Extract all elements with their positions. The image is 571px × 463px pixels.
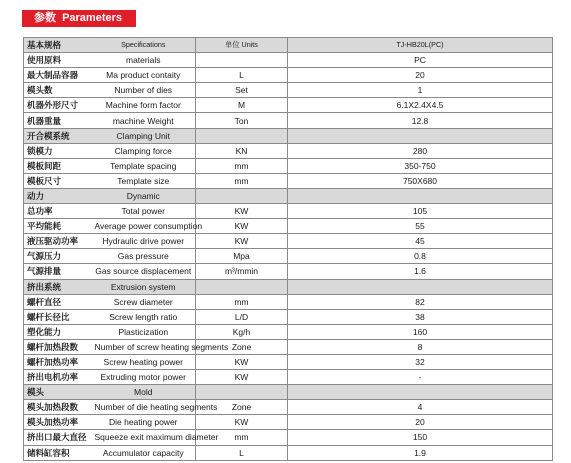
param-name-cn: 螺杆加热功率 — [24, 354, 92, 369]
param-value: - — [288, 370, 553, 385]
param-name-en: Squeeze exit maximum diameter — [92, 430, 196, 445]
section-unit-empty — [196, 188, 288, 203]
section-value-empty — [288, 279, 553, 294]
section-label-cn: 开合模系统 — [24, 128, 92, 143]
param-name-cn: 储料缸容积 — [24, 445, 92, 460]
param-name-en: Total power — [92, 204, 196, 219]
table-row — [24, 264, 553, 279]
table-row — [24, 234, 553, 249]
section-value-empty — [288, 385, 553, 400]
param-name-cn: 机器外形尺寸 — [24, 98, 92, 113]
table-row — [24, 204, 553, 219]
section-unit-empty — [196, 279, 288, 294]
param-name-en: Template size — [92, 173, 196, 188]
param-unit: Zone — [196, 400, 288, 415]
param-unit: KW — [196, 234, 288, 249]
table-row — [24, 415, 553, 430]
param-unit: mm — [196, 158, 288, 173]
param-name-en: Ma product contaity — [92, 68, 196, 83]
param-name-en: Accumulator capacity — [92, 445, 196, 460]
section-value-empty — [288, 188, 553, 203]
param-unit: L/D — [196, 309, 288, 324]
param-value: 750X680 — [288, 173, 553, 188]
section-row — [24, 279, 553, 294]
param-name-en: materials — [92, 53, 196, 68]
param-name-cn: 螺杆长径比 — [24, 309, 92, 324]
param-name-cn: 模头加热段数 — [24, 400, 92, 415]
table-row — [24, 249, 553, 264]
param-value: 105 — [288, 204, 553, 219]
table-row — [24, 53, 553, 68]
table-row — [24, 173, 553, 188]
param-name-en: Gas source displacement — [92, 264, 196, 279]
param-value: 6.1X2.4X4.5 — [288, 98, 553, 113]
param-name-cn: 模头加热功率 — [24, 415, 92, 430]
parameters-header — [22, 10, 136, 27]
param-unit: KN — [196, 143, 288, 158]
param-name-en: Machine form factor — [92, 98, 196, 113]
header-cell-unit: 单位 Units — [196, 38, 288, 53]
param-name-en: machine Weight — [92, 113, 196, 128]
table-row — [24, 158, 553, 173]
param-name-cn: 气源排量 — [24, 264, 92, 279]
param-name-en: Number of screw heating segments — [92, 339, 196, 354]
param-unit: KW — [196, 354, 288, 369]
param-name-en: Number of die heating segments — [92, 400, 196, 415]
param-value: 20 — [288, 68, 553, 83]
table-row — [24, 400, 553, 415]
section-unit-empty — [196, 385, 288, 400]
param-unit — [196, 53, 288, 68]
table-row — [24, 143, 553, 158]
param-name-cn: 挤出电机功率 — [24, 370, 92, 385]
table-row — [24, 98, 553, 113]
param-unit: Mpa — [196, 249, 288, 264]
table-header-row — [24, 38, 553, 53]
header-cell-cn: 基本规格 — [24, 38, 92, 53]
param-unit: M — [196, 98, 288, 113]
param-name-en: Plasticization — [92, 324, 196, 339]
param-unit: L — [196, 68, 288, 83]
param-name-cn: 挤出口最大直径 — [24, 430, 92, 445]
param-value: 38 — [288, 309, 553, 324]
spec-table-body — [24, 38, 553, 461]
param-name-cn: 最大制品容器 — [24, 68, 92, 83]
param-name-cn: 总功率 — [24, 204, 92, 219]
table-row — [24, 219, 553, 234]
param-name-en: Extruding motor power — [92, 370, 196, 385]
param-unit: mm — [196, 173, 288, 188]
table-row — [24, 370, 553, 385]
param-value: 45 — [288, 234, 553, 249]
param-unit: KW — [196, 415, 288, 430]
param-unit: Zone — [196, 339, 288, 354]
param-name-cn: 液压驱动功率 — [24, 234, 92, 249]
section-row — [24, 385, 553, 400]
param-value: 20 — [288, 415, 553, 430]
param-value: 1.6 — [288, 264, 553, 279]
table-row — [24, 83, 553, 98]
spec-table — [23, 37, 553, 461]
table-row — [24, 354, 553, 369]
section-label-en: Dynamic — [92, 188, 196, 203]
param-name-en: Number of dies — [92, 83, 196, 98]
param-name-cn: 模板尺寸 — [24, 173, 92, 188]
param-name-cn: 气源压力 — [24, 249, 92, 264]
table-row — [24, 113, 553, 128]
param-name-cn: 螺杆直径 — [24, 294, 92, 309]
header-cell-model: TJ-HB20L(PC) — [288, 38, 553, 53]
param-unit: Ton — [196, 113, 288, 128]
param-name-en: Gas pressure — [92, 249, 196, 264]
section-label-cn: 模头 — [24, 385, 92, 400]
param-value: 0.8 — [288, 249, 553, 264]
param-unit: KW — [196, 219, 288, 234]
param-name-en: Die heating power — [92, 415, 196, 430]
table-row — [24, 324, 553, 339]
param-value: 55 — [288, 219, 553, 234]
param-name-en: Hydraulic drive power — [92, 234, 196, 249]
param-value: 32 — [288, 354, 553, 369]
header-cell-en: Specifications — [92, 38, 196, 53]
param-name-cn: 锁模力 — [24, 143, 92, 158]
section-label-en: Mold — [92, 385, 196, 400]
table-row — [24, 445, 553, 460]
section-label-en: Extrusion system — [92, 279, 196, 294]
param-value: 150 — [288, 430, 553, 445]
param-value: PC — [288, 53, 553, 68]
section-unit-empty — [196, 128, 288, 143]
section-row — [24, 128, 553, 143]
param-unit: m³/mmin — [196, 264, 288, 279]
param-value: 160 — [288, 324, 553, 339]
param-name-cn: 模板间距 — [24, 158, 92, 173]
param-name-cn: 平均能耗 — [24, 219, 92, 234]
section-value-empty — [288, 128, 553, 143]
section-label-cn: 挤出系统 — [24, 279, 92, 294]
param-value: 4 — [288, 400, 553, 415]
param-name-en: Screw diameter — [92, 294, 196, 309]
param-unit: mm — [196, 430, 288, 445]
table-row — [24, 339, 553, 354]
param-unit: KW — [196, 204, 288, 219]
param-name-en: Clamping force — [92, 143, 196, 158]
param-unit: Set — [196, 83, 288, 98]
section-row — [24, 188, 553, 203]
param-value: 350-750 — [288, 158, 553, 173]
table-row — [24, 430, 553, 445]
param-value: 1.9 — [288, 445, 553, 460]
table-row — [24, 294, 553, 309]
param-value: 1 — [288, 83, 553, 98]
param-name-en: Average power consumption — [92, 219, 196, 234]
table-row — [24, 309, 553, 324]
param-name-cn: 机器重量 — [24, 113, 92, 128]
param-unit: KW — [196, 370, 288, 385]
param-value: 280 — [288, 143, 553, 158]
param-name-cn: 螺杆加热段数 — [24, 339, 92, 354]
param-name-en: Screw length ratio — [92, 309, 196, 324]
table-row — [24, 68, 553, 83]
header-title-en: Parameters — [62, 12, 122, 24]
section-label-en: Clamping Unit — [92, 128, 196, 143]
param-unit: Kg/h — [196, 324, 288, 339]
param-value: 12.8 — [288, 113, 553, 128]
param-name-cn: 模头数 — [24, 83, 92, 98]
param-name-en: Template spacing — [92, 158, 196, 173]
param-value: 82 — [288, 294, 553, 309]
param-unit: L — [196, 445, 288, 460]
header-title-cn: 参数 — [34, 12, 56, 24]
section-label-cn: 动力 — [24, 188, 92, 203]
param-name-cn: 使用原料 — [24, 53, 92, 68]
param-unit: mm — [196, 294, 288, 309]
param-name-cn: 塑化能力 — [24, 324, 92, 339]
param-name-en: Screw heating power — [92, 354, 196, 369]
param-value: 8 — [288, 339, 553, 354]
